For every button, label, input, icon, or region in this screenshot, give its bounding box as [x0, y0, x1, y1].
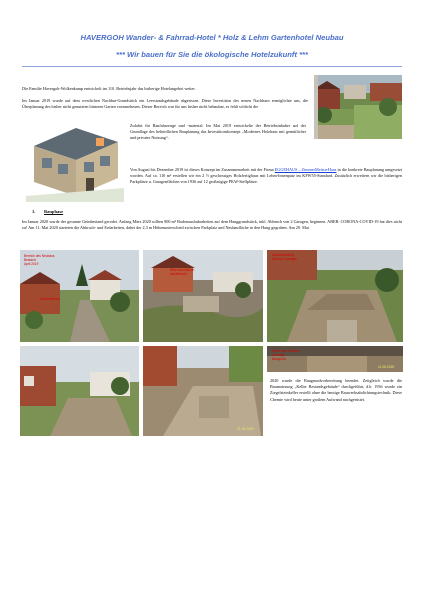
- photo-groundwork: [143, 346, 263, 436]
- side-paragraph-cellar: 2020 wurde die Baugrundvorbereitung beendet. Zeitgleich wurde die Baumaterung „Keller Bestandsgebäude“ durchgeführt, d.h. 1936 wurde ein Ziegelsteinkeller erstellt ohne die heutige Bauwerksabdichtungstechnik. Diese Chemie wird heute unter großem Aufwand nachgerüstet.: [270, 378, 402, 402]
- eggehaus-link[interactable]: EGGEHAUS – ZimmerMeisterHaus: [274, 167, 337, 172]
- intro-paragraph-partner: Von August bis Dezember 2019 ist dieses Konzept im Zusammenarbeit mit der Firma EGGEHAUS – ZimmerMeisterHaus in die konkrete Bauplanung umgesetzt worden. Auf ca. 110 m² erstellen wir ein 2 ½ geschossiges Holzfertighaus mit Lehm-Innenputz im KFW55-Standard. Zusätzlich erweitern wir die bisherigen Parkplätze u. Garagenflächen von 1936 auf 12 großzügige PKW-Stellplätze.: [130, 167, 403, 185]
- photo-caption-excavation: Ausschachtung Abbruch Garagen: [272, 253, 298, 261]
- section-bauphase-body: Im Januar 2020 wurde der gesamte Grünbestand gerodet. Anfang März 2020 sollten 900 m³ Bodenaushubarbeiten auf dem Hanggrundstück, inkl. Abbruch von 2 Garagen, beginnen. ABER: CORONA-COVID-19 hat dies nicht zu! Am 11. Mai 2020 starteten die Abbruch- und Erdarbeiten, dabei der 2,3 m Höhenunterschied zwischen Parkplatz und Neubaufläche in den Hang gegraben. Am 29. Mai: [22, 219, 402, 231]
- photo-date-cellar: 11.05.2020: [378, 365, 395, 369]
- page-title: HAVERGOH Wander- & Fahrrad-Hotel * Holz & Lehm Gartenhotel Neubau: [80, 33, 344, 42]
- intro-paragraph-wrap: Zufahrt für Baufahrzeuge und -material. Im Mai 2019 entwickelte der Betriebsinhaber auf der Grundlage des behördlichen Bauplanung das Investitionskonzept „Modernes Holzhaus mit gemütlicher und privater Nutzung“.: [130, 123, 306, 141]
- intro-line: Die Familie Havergoh-Wolkenkamp entwickelt im 110. Betriebsjahr das bisherige Hotelangebot weiter.: [22, 86, 196, 91]
- photo-garden-aerial: [314, 75, 402, 139]
- intro-paragraph-top: Im Januar 2019 wurde auf dem westlichen Nachbar-Grundstück ein Leerstandsgebäude abgerissen. Diese Investition des neuen Nachbarn ermöglichte uns, die Überplanung des bisher nicht genutzten hinteren Garten vorzunehmen. Dieser Bereich war für uns bisher nicht bebaubar, es fehlt schlicht die: [22, 98, 308, 110]
- house-rendering: [26, 116, 124, 202]
- page-subtitle: *** Wir bauen für Sie die ökologische Hotelzukunft ***: [116, 50, 308, 59]
- photo-site-garages: [20, 346, 139, 436]
- section-heading-bauphase: 1. Bauphase: [32, 209, 64, 214]
- photo-demolition-balcony: [143, 250, 263, 342]
- photo-caption-cellar: Keller alter Zustand Drainage Baugrund: [272, 349, 300, 361]
- header-divider: [22, 66, 402, 67]
- photo-date-groundwork: 21.05.2020: [237, 427, 254, 431]
- photo-caption-before: Bereich des Neubaus Bestand April 2019: [24, 254, 55, 266]
- photo-excavation-top: [267, 250, 403, 342]
- photo-label-garden: Gartenbereich: [40, 297, 61, 301]
- photo-caption-balcony: Blick vom Balkon auf Abbruch: [170, 268, 195, 276]
